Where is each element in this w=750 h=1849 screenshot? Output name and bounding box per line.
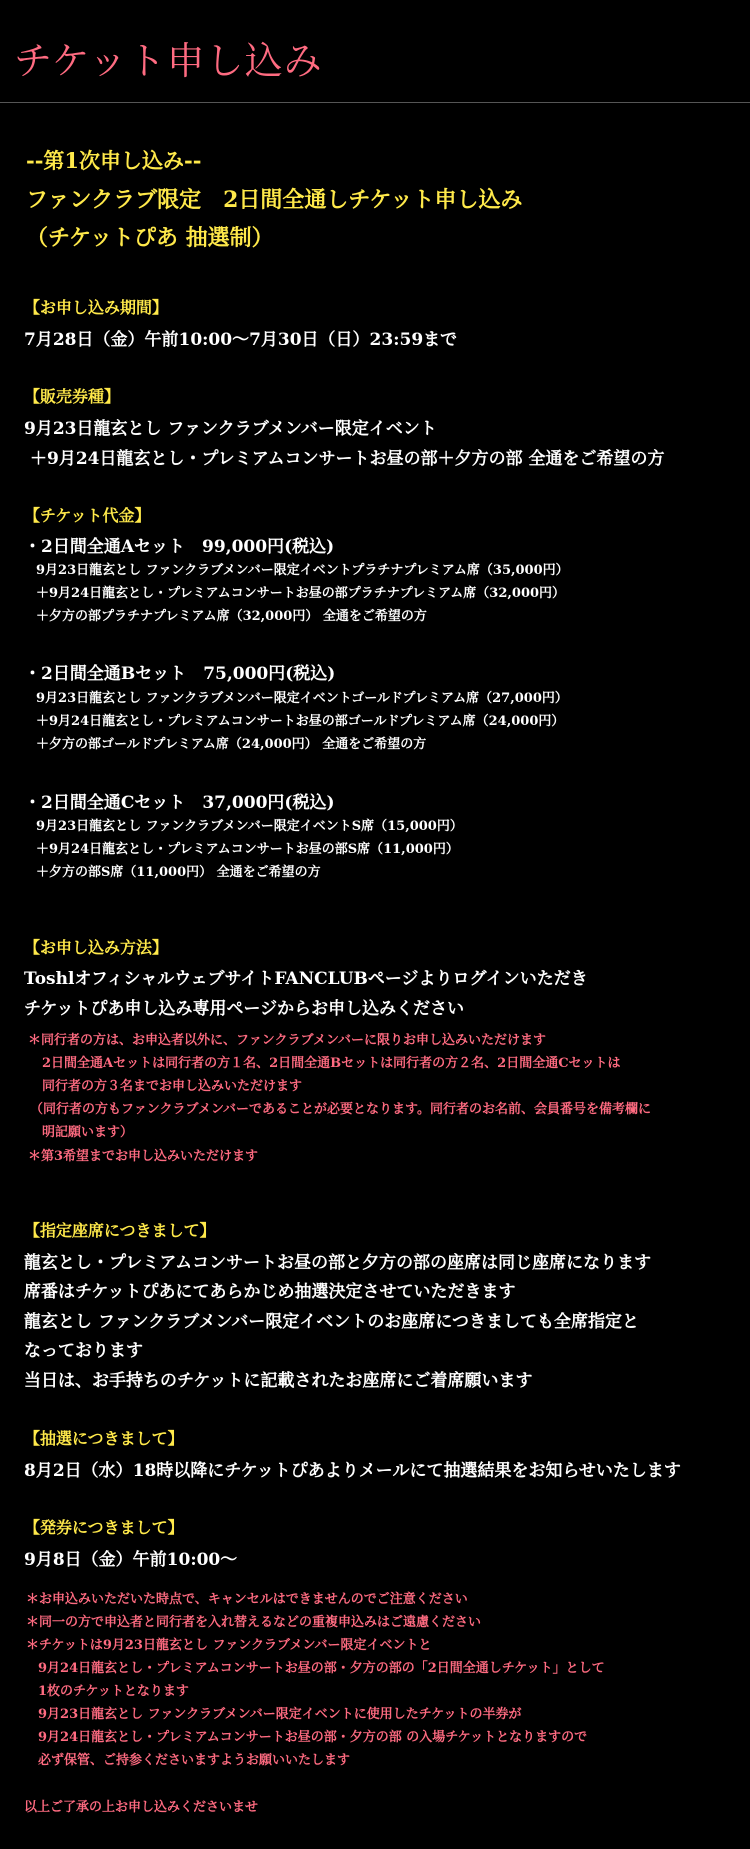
set-b-detail: ＋夕方の部ゴールドプレミアム席（24,000円） 全通をご希望の方: [36, 737, 427, 752]
set-a-detail: 9月23日龍玄とし ファンクラブメンバー限定イベントプラチナプレミアム席（35,000円）: [36, 563, 569, 578]
ticket-type-label: 【販売券種】: [24, 387, 121, 406]
round-heading: --第1次申し込み--: [26, 148, 202, 173]
issue-note: 必ず保管、ご持参くださいますようお願いいたします: [38, 1753, 351, 1768]
closing-note: 以上ご了承の上お申し込みくださいませ: [24, 1800, 259, 1815]
method-note: ＊同行者の方は、お申込者以外に、ファンクラブメンバーに限りお申し込みいただけます: [28, 1033, 547, 1048]
issue-note: 9月23日龍玄とし ファンクラブメンバー限定イベントに使用したチケットの半券が: [38, 1707, 522, 1722]
seats-line: 当日は、お手持ちのチケットに記載されたお座席にご着席願います: [24, 1371, 533, 1391]
set-c-title: ・2日間全通Cセット 37,000円(税込): [24, 793, 335, 813]
method-note: 2日間全通Aセットは同行者の方１名、2日間全通Bセットは同行者の方２名、2日間全通Cセットは: [42, 1056, 621, 1071]
period-label: 【お申し込み期間】: [24, 298, 169, 317]
set-a-title: ・2日間全通Aセット 99,000円(税込): [24, 537, 335, 557]
set-a-detail: ＋9月24日龍玄とし・プレミアムコンサートお昼の部プラチナプレミアム席（32,000円）: [36, 586, 566, 601]
set-b-detail: ＋9月24日龍玄とし・プレミアムコンサートお昼の部ゴールドプレミアム席（24,000円）: [36, 714, 565, 729]
seats-line: 龍玄とし ファンクラブメンバー限定イベントのお座席につきましても全席指定と: [24, 1312, 640, 1332]
lottery-value: 8月2日（水）18時以降にチケットぴあよりメールにて抽選結果をお知らせいたします: [24, 1461, 681, 1481]
set-b-title: ・2日間全通Bセット 75,000円(税込): [24, 664, 336, 684]
ticket-type-line: 9月23日龍玄とし ファンクラブメンバー限定イベント: [24, 419, 437, 439]
method-note: 同行者の方３名までお申し込みいただけます: [42, 1079, 303, 1094]
issue-value: 9月8日（金）午前10:00〜: [24, 1550, 238, 1570]
issue-note: 1枚のチケットとなります: [38, 1684, 189, 1699]
set-c-detail: 9月23日龍玄とし ファンクラブメンバー限定イベントS席（15,000円）: [36, 819, 463, 834]
method-note: ＊第3希望までお申し込みいただけます: [28, 1149, 259, 1164]
lottery-heading: （チケットぴあ 抽選制）: [26, 225, 274, 251]
lottery-label: 【抽選につきまして】: [24, 1429, 184, 1448]
seats-line: 龍玄とし・プレミアムコンサートお昼の部と夕方の部の座席は同じ座席になります: [24, 1253, 652, 1273]
method-line: チケットぴあ申し込み専用ページからお申し込みください: [24, 999, 465, 1019]
method-note: 明記願います）: [42, 1125, 134, 1140]
page-header: [0, 0, 750, 103]
issue-note: 9月24日龍玄とし・プレミアムコンサートお昼の部・夕方の部の「2日間全通しチケット」として: [38, 1661, 605, 1676]
method-note: （同行者の方もファンクラブメンバーであることが必要となります。同行者のお名前、会員番号を備考欄に: [30, 1102, 652, 1117]
seats-line: 席番はチケットぴあにてあらかじめ抽選決定させていただきます: [24, 1282, 516, 1302]
price-label: 【チケット代金】: [24, 506, 151, 525]
set-c-detail: ＋9月24日龍玄とし・プレミアムコンサートお昼の部S席（11,000円）: [36, 842, 459, 857]
set-b-detail: 9月23日龍玄とし ファンクラブメンバー限定イベントゴールドプレミアム席（27,000円）: [36, 691, 568, 706]
ticket-type-line: ＋9月24日龍玄とし・プレミアムコンサートお昼の部＋夕方の部 全通をご希望の方: [30, 449, 665, 469]
method-line: ToshlオフィシャルウェブサイトFANCLUBページよりログインいただき: [24, 969, 588, 989]
issue-note: ＊チケットは9月23日龍玄とし ファンクラブメンバー限定イベントと: [26, 1638, 432, 1653]
set-a-detail: ＋夕方の部プラチナプレミアム席（32,000円） 全通をご希望の方: [36, 609, 427, 624]
set-c-detail: ＋夕方の部S席（11,000円） 全通をご希望の方: [36, 865, 321, 880]
campaign-heading: ファンクラブ限定 2日間全通しチケット申し込み: [26, 187, 523, 213]
issue-note: ＊同一の方で申込者と同行者を入れ替えるなどの重複申込みはご遠慮ください: [26, 1615, 482, 1630]
seats-label: 【指定座席につきまして】: [24, 1221, 216, 1240]
seats-line: なっております: [24, 1341, 143, 1361]
page-title: チケット申し込み: [14, 39, 323, 83]
period-value: 7月28日（金）午前10:00〜7月30日（日）23:59まで: [24, 330, 458, 350]
issue-label: 【発券につきまして】: [24, 1518, 184, 1537]
method-label: 【お申し込み方法】: [24, 938, 169, 957]
issue-note: ＊お申込みいただいた時点で、キャンセルはできませんのでご注意ください: [26, 1592, 468, 1607]
issue-note: 9月24日龍玄とし・プレミアムコンサートお昼の部・夕方の部 の入場チケットとなりますので: [38, 1730, 588, 1745]
